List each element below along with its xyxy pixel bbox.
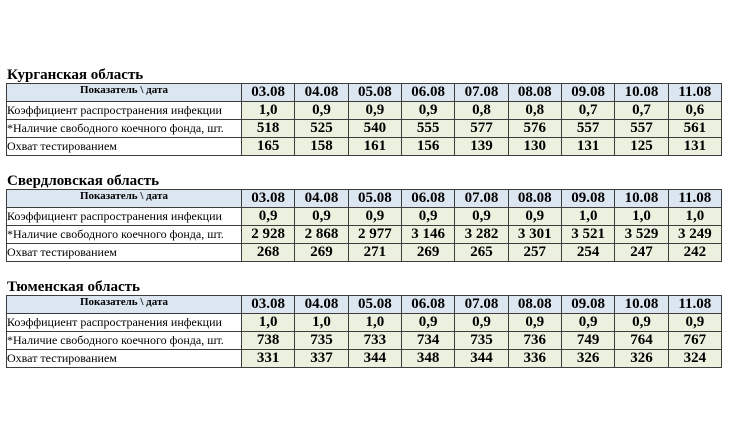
value-cell: 525: [295, 120, 348, 138]
value-cell: 3 146: [401, 226, 454, 244]
value-cell: 738: [242, 332, 295, 350]
value-cell: 247: [615, 244, 668, 262]
value-cell: 257: [508, 244, 561, 262]
value-cell: 269: [295, 244, 348, 262]
value-cell: 0,9: [455, 208, 508, 226]
value-cell: 156: [401, 138, 454, 156]
value-cell: 576: [508, 120, 561, 138]
table-row: [7, 102, 722, 120]
value-cell: 0,9: [615, 314, 668, 332]
date-cell: 09.08: [561, 190, 614, 208]
row-label: Коэффициент распространения инфекции: [7, 102, 242, 120]
value-cell: 131: [668, 138, 721, 156]
value-cell: 0,9: [401, 208, 454, 226]
date-cell: 03.08: [242, 296, 295, 314]
value-cell: 734: [401, 332, 454, 350]
value-cell: 268: [242, 244, 295, 262]
value-cell: 130: [508, 138, 561, 156]
value-cell: 0,9: [242, 208, 295, 226]
value-cell: 1,0: [242, 314, 295, 332]
table-row: [7, 208, 722, 226]
row-label: *Наличие свободного коечного фонда, шт.: [7, 120, 242, 138]
table-row: [7, 226, 722, 244]
value-cell: 331: [242, 350, 295, 368]
table-row: [7, 120, 722, 138]
date-cell: 06.08: [401, 296, 454, 314]
date-cell: 05.08: [348, 84, 401, 102]
date-cell: 03.08: [242, 190, 295, 208]
value-cell: 0,8: [455, 102, 508, 120]
date-cell: 04.08: [295, 190, 348, 208]
table-row: [7, 332, 722, 350]
value-cell: 254: [561, 244, 614, 262]
value-cell: 0,9: [508, 314, 561, 332]
value-cell: 1,0: [668, 208, 721, 226]
value-cell: 1,0: [295, 314, 348, 332]
date-cell: 08.08: [508, 190, 561, 208]
date-cell: 04.08: [295, 84, 348, 102]
value-cell: 337: [295, 350, 348, 368]
value-cell: 3 249: [668, 226, 721, 244]
table-header-row: [7, 84, 722, 102]
row-label: Охват тестированием: [7, 138, 242, 156]
value-cell: 577: [455, 120, 508, 138]
date-cell: 09.08: [561, 84, 614, 102]
table-row: [7, 314, 722, 332]
value-cell: 265: [455, 244, 508, 262]
date-cell: 10.08: [615, 190, 668, 208]
value-cell: 0,9: [668, 314, 721, 332]
value-cell: 0,9: [295, 208, 348, 226]
value-cell: 2 868: [295, 226, 348, 244]
value-cell: 0,7: [561, 102, 614, 120]
value-cell: 161: [348, 138, 401, 156]
value-cell: 3 301: [508, 226, 561, 244]
value-cell: 518: [242, 120, 295, 138]
value-cell: 736: [508, 332, 561, 350]
date-cell: 03.08: [242, 84, 295, 102]
value-cell: 767: [668, 332, 721, 350]
date-cell: 06.08: [401, 190, 454, 208]
value-cell: 3 282: [455, 226, 508, 244]
region-title: Курганская область: [7, 67, 144, 83]
date-cell: 09.08: [561, 296, 614, 314]
value-cell: 561: [668, 120, 721, 138]
date-cell: 04.08: [295, 296, 348, 314]
value-cell: 0,9: [561, 314, 614, 332]
date-cell: 07.08: [455, 84, 508, 102]
value-cell: 764: [615, 332, 668, 350]
value-cell: 269: [401, 244, 454, 262]
row-label: Охват тестированием: [7, 244, 242, 262]
region-title: Свердловская область: [7, 173, 160, 189]
date-cell: 08.08: [508, 296, 561, 314]
value-cell: 555: [401, 120, 454, 138]
date-cell: 05.08: [348, 190, 401, 208]
value-cell: 0,9: [295, 102, 348, 120]
value-cell: 1,0: [242, 102, 295, 120]
region-table: [6, 189, 722, 262]
table-header-row: [7, 296, 722, 314]
value-cell: 0,9: [401, 314, 454, 332]
value-cell: 3 521: [561, 226, 614, 244]
value-cell: 344: [455, 350, 508, 368]
value-cell: 0,8: [508, 102, 561, 120]
value-cell: 0,6: [668, 102, 721, 120]
value-cell: 344: [348, 350, 401, 368]
value-cell: 1,0: [561, 208, 614, 226]
value-cell: 557: [561, 120, 614, 138]
header-label-cell: Показатель \ дата: [7, 190, 242, 208]
value-cell: 242: [668, 244, 721, 262]
date-cell: 11.08: [668, 296, 721, 314]
table-row: [7, 138, 722, 156]
region-table: [6, 295, 722, 368]
value-cell: 158: [295, 138, 348, 156]
region-block-tyumen: [6, 279, 722, 368]
region-block-kurgan: [6, 67, 722, 156]
row-label: Охват тестированием: [7, 350, 242, 368]
value-cell: 139: [455, 138, 508, 156]
region-block-sverdlovsk: [6, 173, 722, 262]
date-cell: 05.08: [348, 296, 401, 314]
table-row: [7, 350, 722, 368]
date-cell: 08.08: [508, 84, 561, 102]
value-cell: 735: [295, 332, 348, 350]
value-cell: 733: [348, 332, 401, 350]
value-cell: 735: [455, 332, 508, 350]
region-table: [6, 83, 722, 156]
date-cell: 11.08: [668, 84, 721, 102]
value-cell: 326: [561, 350, 614, 368]
region-title: Тюменская область: [7, 279, 140, 295]
value-cell: 271: [348, 244, 401, 262]
value-cell: 0,9: [348, 102, 401, 120]
date-cell: 07.08: [455, 190, 508, 208]
row-label: Коэффициент распространения инфекции: [7, 208, 242, 226]
value-cell: 0,9: [455, 314, 508, 332]
header-label-cell: Показатель \ дата: [7, 84, 242, 102]
value-cell: 2 928: [242, 226, 295, 244]
table-row: [7, 244, 722, 262]
value-cell: 749: [561, 332, 614, 350]
date-cell: 11.08: [668, 190, 721, 208]
row-label: Коэффициент распространения инфекции: [7, 314, 242, 332]
value-cell: 125: [615, 138, 668, 156]
value-cell: 540: [348, 120, 401, 138]
row-label: *Наличие свободного коечного фонда, шт.: [7, 332, 242, 350]
value-cell: 1,0: [615, 208, 668, 226]
value-cell: 131: [561, 138, 614, 156]
date-cell: 07.08: [455, 296, 508, 314]
table-header-row: [7, 190, 722, 208]
value-cell: 0,9: [348, 208, 401, 226]
date-cell: 10.08: [615, 84, 668, 102]
value-cell: 0,9: [401, 102, 454, 120]
row-label: *Наличие свободного коечного фонда, шт.: [7, 226, 242, 244]
value-cell: 326: [615, 350, 668, 368]
value-cell: 0,7: [615, 102, 668, 120]
value-cell: 2 977: [348, 226, 401, 244]
value-cell: 348: [401, 350, 454, 368]
value-cell: 336: [508, 350, 561, 368]
value-cell: 324: [668, 350, 721, 368]
value-cell: 3 529: [615, 226, 668, 244]
value-cell: 557: [615, 120, 668, 138]
header-label-cell: Показатель \ дата: [7, 296, 242, 314]
value-cell: 0,9: [508, 208, 561, 226]
date-cell: 10.08: [615, 296, 668, 314]
date-cell: 06.08: [401, 84, 454, 102]
value-cell: 1,0: [348, 314, 401, 332]
value-cell: 165: [242, 138, 295, 156]
